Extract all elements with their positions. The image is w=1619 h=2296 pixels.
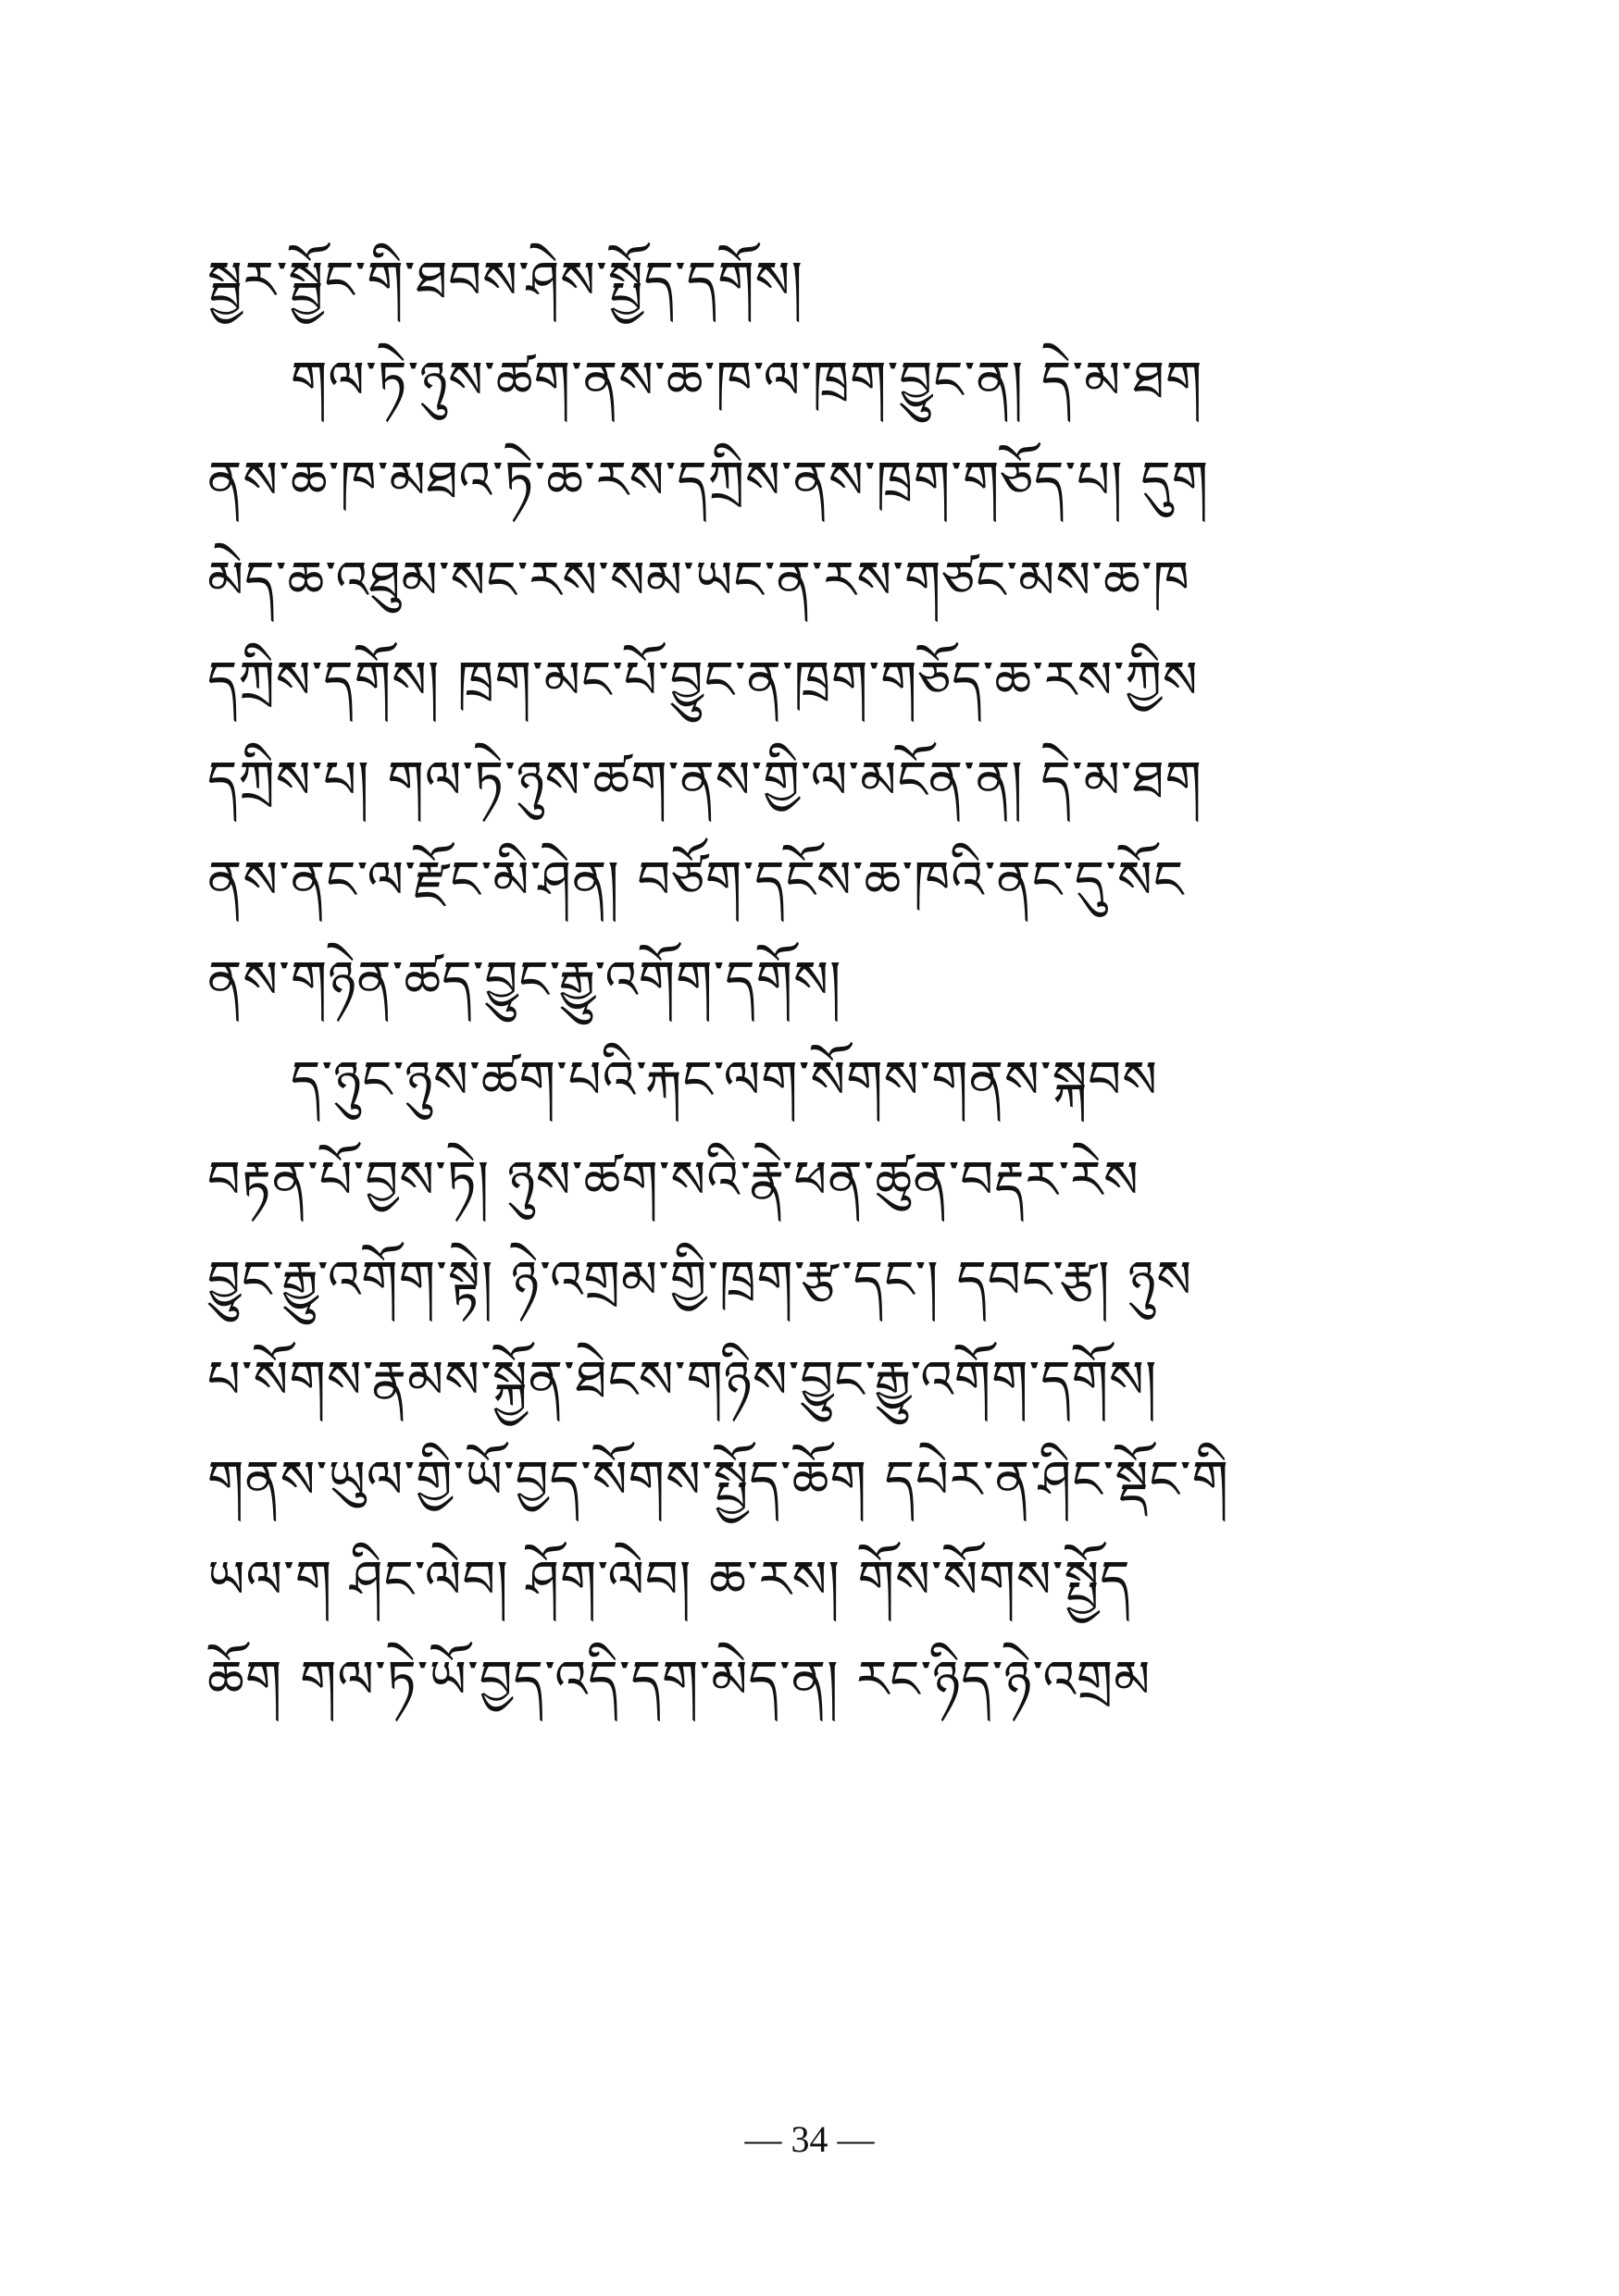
text-line-3: ནས་ཆ་ཁ་མཐའ་ཏེ་ཆ་རས་དཀྲིས་ནས་ཁྲག་གཅོད་པ། དུག <box>207 451 1210 511</box>
text-line-7: ནས་ནང་ལ་རྫོང་མི་ཤེན། བཙོག་དངོས་ཆ་ཁའི་ནང་དུ་སོང <box>207 850 1185 911</box>
text-line-12: པ་སོགས་རྣམས་སྐྱོན་ཐེངས་གཉིས་བྱུང་རྒྱུ་འགོག་དགོས། <box>207 1350 1158 1410</box>
text-line-9: ད་ཉུང་ཉུས་ཚག་པའི་རྐང་ལག་སོགས་གནས་སྐབས <box>291 1050 1159 1111</box>
text-line-10: བརྟན་པོ་བྱས་ཏེ། ཉུས་ཚག་སའི་རྣེ་ཕན་ཚུན་བརྡར་རེས <box>207 1150 1140 1210</box>
text-line-4: མེད་ཆ་འཐུམ་སང་རས་སམ་ཡང་ན་རས་གཙང་མས་ཆ་ཁ <box>207 551 1190 611</box>
text-line-13: གནས་ཡུལ་གྱི་ཡོ་བྱད་སོགས་སྤྱོད་ཆོག དཔེར་ན་ཤིང་སྡོང་གི <box>207 1450 1229 1510</box>
page-number: — 34 — <box>744 2118 875 2160</box>
text-line-11: བྱུང་རྒྱུ་འགོག་སྟེ། ཉེ་འགྲམ་གྱི་ཁྲག་རྩ་དང་། དབང་རྩ། ཉུས <box>207 1250 1193 1310</box>
text-line-8: ནས་གཉེན་ཚད་བྱུང་རྒྱུ་འགོག་དགོས། <box>207 950 842 1011</box>
text-line-15: ཆོག གལ་ཏེ་ཡོ་བྱད་འདི་དག་མེད་ན། རང་ཉིད་ཉེ་འགྲམ <box>207 1650 1152 1710</box>
text-line-2: གལ་ཏེ་ཉུས་ཚག་ནས་ཆ་ཁ་ལ་ཁྲག་བྱུང་ན། དེ་མ་ཐག <box>291 351 1203 411</box>
text-line-6: དཀྲིས་པ། གལ་ཏེ་ཉུས་ཚག་ནས་གྱི་ལ་མངོན་ན། དེ་མ་ཐག <box>207 751 1202 811</box>
text-line-1: སྦྱར་སྦྱོང་གི་ཐབས་ཤེས་སྤྱོད་དགོས། <box>207 251 803 311</box>
text-line-14: ཡལ་ག ཤིང་ལེབ། ཤོག་ལེབ། ཆ་རས། གོས་སོགས་སྤྱོད <box>207 1550 1131 1610</box>
body-text <box>207 231 1411 1731</box>
text-line-5: དཀྲིས་དགོས། ཁྲག་མང་པོ་བྱུང་ན་ཁྲག་གཅོད་ཆ་རས་ཀྱིས <box>207 651 1199 711</box>
